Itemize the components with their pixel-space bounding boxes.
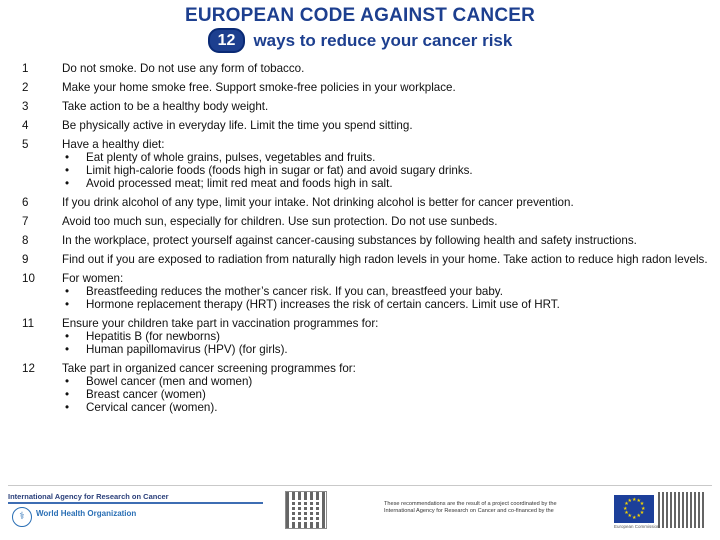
item-text: Find out if you are exposed to radiation from naturally high radon levels in your home. Take action to reduce high radon levels.	[62, 253, 708, 266]
qr-code-icon	[285, 491, 327, 529]
document-title: EUROPEAN CODE AGAINST CANCER	[184, 5, 536, 26]
bullet-item: • Cervical cancer (women).	[62, 401, 712, 414]
list-item	[22, 196, 712, 209]
item-body	[62, 234, 712, 247]
item-body	[62, 81, 712, 94]
eu-star-icon: ★	[623, 505, 628, 512]
list-item	[22, 62, 712, 75]
item-body	[62, 272, 712, 311]
eu-star-icon: ★	[632, 496, 637, 503]
eu-star-icon: ★	[641, 505, 646, 512]
iarc-underline	[8, 502, 263, 504]
list-item	[22, 215, 712, 228]
bullet-item: • Breastfeeding reduces the mother’s cancer risk. If you can, breastfeed your baby.	[62, 285, 712, 298]
item-body	[62, 196, 712, 209]
item-number: 6	[22, 196, 29, 209]
item-body	[62, 253, 712, 266]
item-text: Do not smoke. Do not use any form of tobacco.	[62, 62, 305, 75]
item-number: 10	[22, 272, 35, 285]
list-item	[22, 253, 712, 266]
item-number: 7	[22, 215, 29, 228]
item-number: 5	[22, 138, 29, 151]
who-name: World Health Organization	[36, 509, 137, 518]
item-body	[62, 62, 712, 75]
eu-label: European Commission	[614, 524, 660, 529]
subtitle-row	[0, 28, 720, 53]
bullet-list	[62, 151, 712, 190]
bullet-list	[62, 375, 712, 414]
list-item	[22, 317, 712, 356]
eu-star-icon: ★	[624, 510, 629, 516]
item-body	[62, 317, 712, 356]
item-number: 9	[22, 253, 29, 266]
eu-star-icon: ★	[639, 510, 645, 516]
list-item	[22, 234, 712, 247]
item-number: 4	[22, 119, 29, 132]
list-item	[22, 119, 712, 132]
item-number: 8	[22, 234, 29, 247]
bullet-item: • Hormone replacement therapy (HRT) increases the risk of certain cancers. Limit use of HRT.	[62, 298, 712, 311]
item-body	[62, 138, 712, 190]
bullet-item: • Hepatitis B (for newborns)	[62, 330, 712, 343]
bullet-item: • Avoid processed meat; limit red meat and foods high in salt.	[62, 177, 712, 190]
european-commission-logo-icon	[658, 492, 704, 528]
item-number: 11	[22, 317, 35, 330]
item-text: Avoid too much sun, especially for children. Use sun protection. Do not use sunbeds.	[62, 215, 498, 228]
eu-star-icon: ★	[636, 497, 641, 504]
eu-star-icon: ★	[624, 501, 629, 507]
list-item	[22, 362, 712, 414]
bullet-list	[62, 285, 712, 311]
item-number: 1	[22, 62, 29, 75]
item-body	[62, 362, 712, 414]
item-body	[62, 119, 712, 132]
bullet-item: • Breast cancer (women)	[62, 388, 712, 401]
list-item	[22, 81, 712, 94]
eu-star-icon: ★	[627, 497, 632, 504]
eu-star-icon: ★	[636, 513, 641, 520]
item-number: 2	[22, 81, 29, 94]
item-number: 12	[22, 362, 35, 375]
subtitle-text: ways to reduce your cancer risk	[253, 30, 513, 50]
count-badge: 12	[208, 28, 246, 53]
item-text: Have a healthy diet:	[62, 138, 165, 151]
footer-divider	[8, 485, 712, 486]
item-text: If you drink alcohol of any type, limit your intake. Not drinking alcohol is better for cancer prevention.	[62, 196, 574, 209]
item-body	[62, 100, 712, 113]
item-text: Take action to be a healthy body weight.	[62, 100, 269, 113]
list-item	[22, 138, 712, 190]
item-body	[62, 215, 712, 228]
bullet-list	[62, 330, 712, 356]
bullet-item: • Bowel cancer (men and women)	[62, 375, 712, 388]
iarc-name: International Agency for Research on Cancer	[8, 492, 169, 501]
eu-star-icon: ★	[639, 501, 645, 507]
eu-star-icon: ★	[632, 514, 637, 521]
bullet-item: • Human papillomavirus (HPV) (for girls).	[62, 343, 712, 356]
list-item	[22, 272, 712, 311]
bullet-item: • Eat plenty of whole grains, pulses, vegetables and fruits.	[62, 151, 712, 164]
item-text: For women:	[62, 272, 124, 285]
eu-star-icon: ★	[627, 513, 632, 520]
list-item	[22, 100, 712, 113]
item-number: 3	[22, 100, 29, 113]
funding-note: These recommendations are the result of a project coordinated by the International Agency for Research on Cancer and co-financed by the	[384, 501, 557, 514]
item-text: Be physically active in everyday life. Limit the time you spend sitting.	[62, 119, 413, 132]
who-logo-icon: ⚕	[12, 507, 32, 527]
item-text: In the workplace, protect yourself against cancer-causing substances by following health and safety instructions.	[62, 234, 637, 247]
item-text: Ensure your children take part in vaccination programmes for:	[62, 317, 379, 330]
item-text: Make your home smoke free. Support smoke-free policies in your workplace.	[62, 81, 456, 94]
eu-flag-icon	[614, 495, 654, 523]
recommendation-list	[22, 62, 712, 414]
bullet-item: • Limit high-calorie foods (foods high in sugar or fat) and avoid sugary drinks.	[62, 164, 712, 177]
item-text: Take part in organized cancer screening programmes for:	[62, 362, 356, 375]
